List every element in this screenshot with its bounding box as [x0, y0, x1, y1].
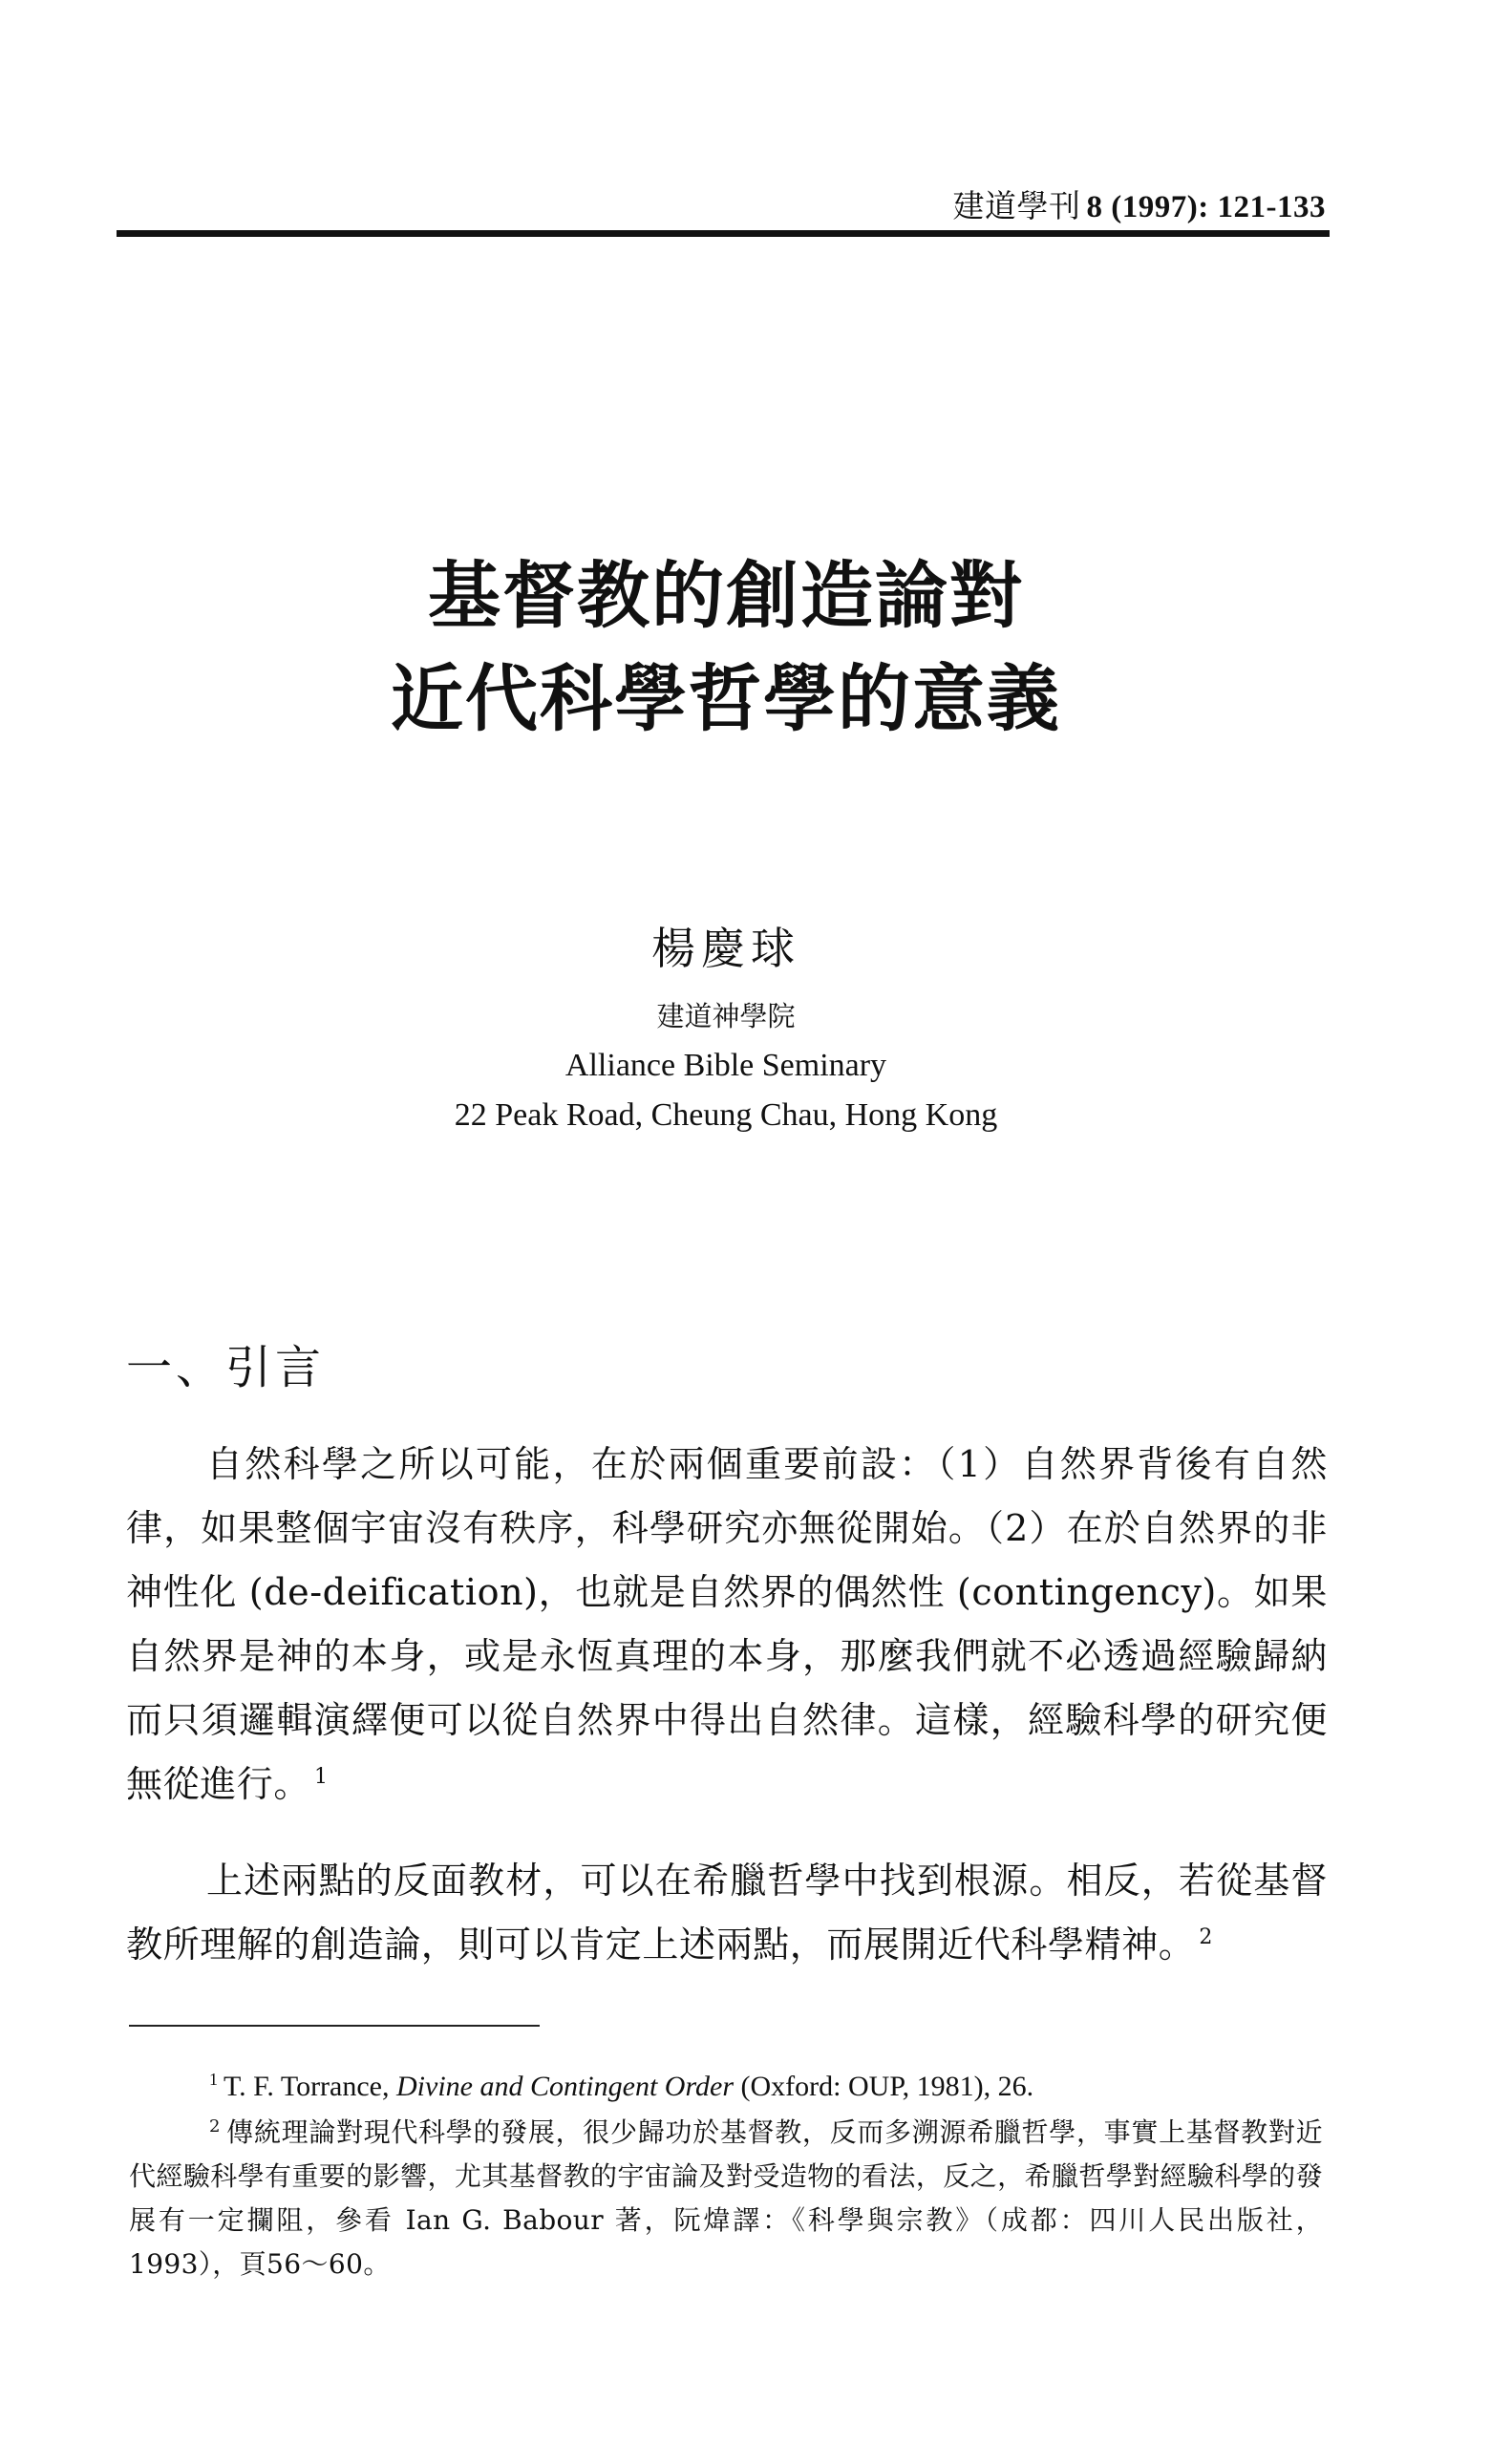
running-header	[953, 181, 1326, 226]
journal-citation: 8 (1997): 121-133	[1086, 190, 1326, 224]
header-rule	[117, 230, 1330, 237]
title-line-1: 基督教的創造論對	[428, 553, 1024, 638]
footnote-1-author: T. F. Torrance,	[224, 2071, 390, 2102]
paragraph-1-text: 自然科學之所以可能，在於兩個重要前設：（1）自然界背後有自然律，如果整個宇宙沒有秩序，科學研究亦無從開始。（2）在於自然界的非神性化 (de-deification)，也就是自然界的偶然性 (contingency)。如果自然界是神的本身，或是永恆真理的本身，那麼我們就不必透過經驗歸納而只須邏輯演繹便可以從自然界中得出自然律。這樣，經驗科學的研究便無從進行。	[126, 1443, 1328, 1805]
footnote-separator	[129, 2025, 540, 2027]
footnote-1	[129, 2065, 1323, 2109]
footnote-2-text: 傳統理論對現代科學的發展，很少歸功於基督教，反而多溯源希臘哲學，事實上基督教對近代經驗科學有重要的影響，尤其基督教的宇宙論及對受造物的看法，反之，希臘哲學對經驗科學的發展有一定攔阻，參看 Ian G. Babour 著，阮煒譯：《科學與宗教》（成都：四川人民出版社，1993），頁56～60。	[129, 2116, 1323, 2280]
footnote-1-number: 1	[209, 2070, 218, 2089]
affiliation-english: Alliance Bible Seminary	[564, 1048, 887, 1083]
author-block	[0, 915, 1452, 1140]
affiliation-address: 22 Peak Road, Cheung Chau, Hong Kong	[454, 1097, 998, 1133]
footnote-1-book-title: Divine and Contingent Order	[396, 2071, 735, 2102]
footnote-ref-1: 1	[314, 1765, 329, 1790]
footnote-ref-2: 2	[1199, 1925, 1214, 1950]
section-heading: 一、引言	[126, 1341, 326, 1394]
affiliation-chinese: 建道神學院	[656, 1000, 796, 1032]
footnote-2	[129, 2111, 1323, 2286]
journal-name: 建道學刊	[952, 187, 1081, 224]
body-paragraph-2	[126, 1849, 1328, 1977]
paragraph-2-text: 上述兩點的反面教材，可以在希臘哲學中找到根源。相反，若從基督教所理解的創造論，則可以肯定上述兩點，而展開近代科學精神。	[126, 1860, 1328, 1966]
footnote-1-publication: (Oxford: OUP, 1981), 26.	[740, 2071, 1034, 2102]
footnote-2-number: 2	[209, 2115, 221, 2137]
body-paragraph-1	[126, 1433, 1328, 1817]
title-line-2: 近代科學哲學的意義	[391, 656, 1061, 741]
author-name: 楊慶球	[651, 923, 800, 974]
article-title	[0, 544, 1452, 751]
